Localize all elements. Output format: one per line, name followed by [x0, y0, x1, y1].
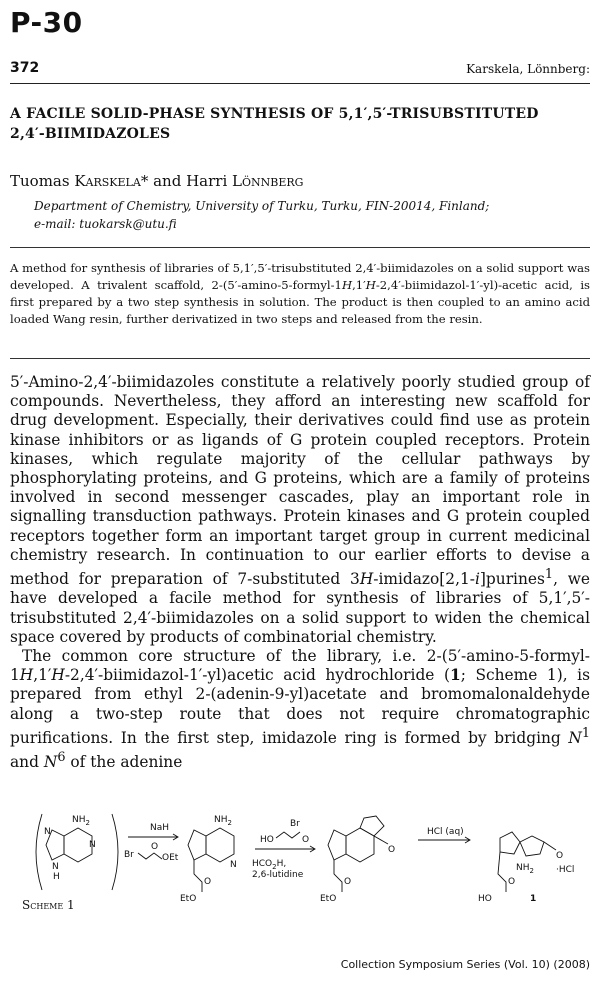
product-aldehyde-bond	[544, 842, 556, 850]
p1-italic-i: i	[474, 570, 480, 589]
reagent-lutidine: 2,6-lutidine	[252, 870, 304, 880]
abstract-italic-h2: H	[365, 278, 376, 292]
abstract-rule-top	[10, 247, 590, 248]
abstract-text-3: -2,4′-biimidazol-1′-yl)-acetic acid, is first prepared by a two step synthesis in solution. The product is then coupled to an amino acid loaded Wang resin, further derivatized in two steps and released from the resin.	[10, 278, 590, 326]
adenine-n7: N	[44, 827, 51, 837]
adenine-nh2: $NH_2$	[72, 815, 90, 827]
p2-text-e: and	[10, 753, 44, 772]
author-2-given: Harri	[186, 172, 228, 190]
running-head: Karskela, Lönnberg:	[466, 62, 590, 76]
adenine-pyrimidine	[64, 828, 92, 862]
product-aldehyde-o: O	[556, 851, 564, 861]
affiliation	[34, 197, 574, 233]
reagent-o: O	[151, 842, 159, 852]
scheme-caption: Scheme 1	[22, 898, 75, 912]
p2-text-d: ; Scheme 1), is prepared from ethyl 2-(adenin-9-yl)acetate and bromomalonaldehyde along a two-step route that does not require chromatographic purifications. In the first step, imidazole ring is formed by bridging	[10, 666, 590, 747]
p2-text-b: ,1′	[33, 666, 52, 685]
p1-text-b: -imidazo[2,1-	[373, 570, 475, 589]
footer-series: Collection Symposium Series (Vol. 10) (2008)	[340, 958, 590, 971]
ester-o: O	[204, 877, 212, 887]
abstract-rule-bottom	[10, 358, 590, 359]
tricycle-o: O	[344, 877, 352, 887]
title-line-2: 2,4′-BIIMIDAZOLES	[10, 126, 171, 142]
ester-eto: EtO	[180, 894, 197, 904]
p2-italic-n1: N	[568, 728, 582, 747]
p2-sup-6: 6	[57, 750, 66, 766]
author-and: and	[153, 172, 182, 190]
p2-italic-h2: H	[51, 666, 65, 685]
author-1-family: Karskela	[74, 172, 141, 190]
aldehyde-o: O	[388, 845, 396, 855]
ester-chain	[194, 860, 202, 892]
author-2-family: Lönnberg	[232, 172, 304, 190]
bromoacetate-chain	[138, 853, 162, 859]
reaction-scheme	[20, 812, 590, 922]
paper-code: P-30	[10, 6, 83, 39]
p2-italic-h1: H	[19, 666, 34, 685]
paragraph-2	[10, 647, 590, 772]
affiliation-line-1: Department of Chemistry, University of Turku, Turku, FIN-20014, Finland;	[34, 199, 490, 213]
title-line-1: A FACILE SOLID-PHASE SYNTHESIS OF 5,1′,5′-TRISUBSTITUTED	[10, 106, 539, 122]
affiliation-email: e-mail: tuokarsk@utu.fi	[34, 217, 177, 231]
reagent-oet: OEt	[162, 853, 179, 863]
bromomalonaldehyde-chain	[276, 832, 300, 838]
ester-imidazole	[188, 830, 206, 860]
p1-italic-h: H	[359, 570, 374, 589]
page-number: 372	[10, 60, 40, 76]
p1-text-a: 5′-Amino-2,4′-biimidazoles constitute a relatively poorly studied group of compounds. Nevertheless, they afford an interesting new scaffold for drug development. Especially, their derivatives could find use as protein kinase inhibitors or as ligands of G protein coupled receptors. Protein kinases, which regulate majority of the cellular pathways by phosphorylating proteins, and G proteins, which are a family of proteins involved in second messenger cascades, play an important role in signalling transduction pathways. Protein kinases and G protein coupled receptors together form an important target group in current medicinal chemistry research. In continuation to our earlier efforts to devise a method for preparation of 7-substituted 3	[10, 373, 590, 589]
p2-compound-ref: 1	[450, 666, 461, 685]
corresponding-mark: *	[140, 172, 149, 190]
reagent-br: Br	[124, 850, 134, 860]
reagent-nah: NaH	[150, 823, 170, 833]
p2-text-a: The common core structure of the library, i.e. 2-(5′-amino-5-formyl-1	[10, 646, 590, 685]
product-imidazole-1	[500, 832, 520, 854]
reagent-o2: O	[302, 835, 310, 845]
paragraph-1	[10, 373, 590, 647]
adenine-n1: N	[89, 840, 96, 850]
p2-text-c: -2,4′-biimidazol-1′-yl)acetic acid hydrochloride (	[64, 666, 450, 685]
p1-citation: 1	[544, 567, 554, 583]
product-o: O	[508, 877, 516, 887]
reagent-br2: Br	[290, 819, 300, 829]
reagent-ho: HO	[260, 835, 274, 845]
product-ho: HO	[478, 894, 492, 904]
ester-nh2: $NH_2$	[214, 815, 232, 827]
reagent-hcl-aq: HCl (aq)	[427, 827, 464, 837]
tricycle-imidazole	[328, 830, 346, 860]
paper-title	[10, 104, 580, 144]
ester-n: N	[230, 860, 237, 870]
adenine-n9: N	[52, 862, 59, 872]
p1-text-d: , we have developed a facile method for synthesis of libraries of 5,1′,5′-trisubstituted 2,4′-biimidazoles on a solid support to widen the chemical space covered by products of combinatorial chemistry.	[10, 570, 590, 646]
p2-italic-n6: N	[43, 753, 58, 772]
ester-pyrimidine	[206, 828, 234, 862]
tricycle-chain	[334, 860, 342, 892]
body-text	[10, 373, 590, 772]
p2-text-f: of the adenine	[65, 753, 183, 772]
product-number: 1	[530, 894, 537, 904]
abstract-text-2: ,1′	[352, 278, 366, 292]
reagent-hco2h: $HCO_2H$,	[252, 859, 287, 871]
p1-text-c: ]purines	[479, 570, 545, 589]
bracket-right	[112, 814, 118, 890]
author-line	[10, 172, 303, 190]
aldehyde-bond	[374, 836, 388, 844]
author-1-given: Tuomas	[10, 172, 70, 190]
abstract	[10, 260, 590, 328]
header-rule	[10, 83, 590, 84]
p2-sup-1: 1	[581, 725, 590, 741]
product-chain	[498, 852, 506, 892]
product-hcl: ·HCl	[556, 865, 575, 875]
abstract-italic-h1: H	[341, 278, 353, 292]
tricycle-eto: EtO	[320, 894, 337, 904]
adenine-h: H	[53, 872, 60, 882]
product-nh2: $NH_2$	[516, 863, 534, 875]
abstract-text-1: A method for synthesis of libraries of 5,1′,5′-trisubstituted 2,4′-biimidazoles on a solid support was developed. A trivalent scaffold, 2-(5′-amino-5-formyl-1	[10, 261, 590, 292]
tricycle-new-ring	[360, 816, 384, 836]
bracket-left	[36, 814, 42, 890]
product-imidazole-2	[520, 836, 544, 856]
